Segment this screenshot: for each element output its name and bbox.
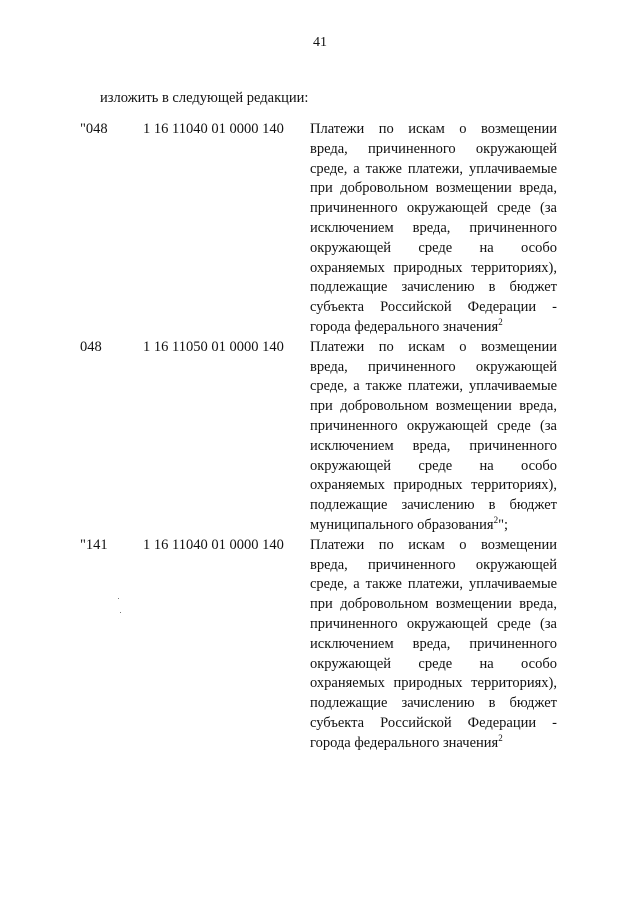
scan-speck	[120, 612, 121, 613]
budget-classification-code: 1 16 11040 01 0000 140	[143, 121, 284, 137]
description-line: при добровольном возмещении вреда,	[310, 180, 557, 197]
row-description	[310, 338, 557, 536]
row-description	[310, 536, 557, 754]
description-line: подлежащие зачислению в бюджет	[310, 497, 557, 514]
table-row	[0, 536, 640, 754]
table-row	[0, 120, 640, 338]
description-line: исключением вреда, причиненного	[310, 437, 557, 454]
description-line: субъекта Российской Федерации -	[310, 299, 557, 316]
page-number: 41	[313, 35, 327, 50]
description-line: окружающей среде на особо	[310, 457, 557, 474]
budget-classification-code: 1 16 11040 01 0000 140	[143, 536, 284, 553]
description-line: подлежащие зачислению в бюджет	[310, 279, 557, 296]
description-line: вреда, причиненного окружающей	[310, 556, 557, 573]
description-line: Платежи по искам о возмещении	[310, 338, 557, 355]
footnote-marker: 2	[498, 732, 503, 743]
intro-text: изложить в следующей редакции:	[100, 90, 309, 106]
closing-quote: ";	[498, 516, 509, 533]
footnote-marker: 2	[498, 316, 503, 327]
description-last-line	[310, 318, 557, 338]
table-row	[0, 338, 640, 536]
description-line: субъекта Российской Федерации -	[310, 714, 557, 731]
description-line: окружающей среде на особо	[310, 239, 557, 256]
description-line: города федерального значения	[310, 318, 499, 335]
description-line: охраняемых природных территориях),	[310, 675, 557, 692]
description-line: подлежащие зачислению в бюджет	[310, 695, 557, 712]
description-line: среде, а также платежи, уплачиваемые	[310, 576, 557, 593]
description-line: среде, а также платежи, уплачиваемые	[310, 160, 557, 177]
admin-code: "141	[80, 536, 108, 553]
description-line: причиненного окружающей среде (за	[310, 417, 557, 434]
description-line: вреда, причиненного окружающей	[310, 358, 557, 375]
description-line: охраняемых природных территориях),	[310, 477, 557, 494]
description-line: Платежи по искам о возмещении	[310, 536, 557, 553]
description-line: охраняемых природных территориях),	[310, 259, 557, 276]
admin-code: 048	[80, 338, 102, 355]
description-line: причиненного окружающей среде (за	[310, 200, 557, 217]
budget-classification-code: 1 16 11050 01 0000 140	[143, 338, 284, 355]
description-line: исключением вреда, причиненного	[310, 635, 557, 652]
description-line: при добровольном возмещении вреда,	[310, 398, 557, 415]
row-description	[310, 120, 557, 338]
description-line: причиненного окружающей среде (за	[310, 615, 557, 632]
footnote-marker: 2	[493, 514, 499, 525]
description-line: среде, а также платежи, уплачиваемые	[310, 378, 557, 395]
description-line: муниципального образования	[310, 516, 494, 533]
description-last-line	[310, 516, 557, 536]
description-line: вреда, причиненного окружающей	[310, 140, 557, 157]
admin-code: "048	[80, 121, 108, 137]
scan-speck	[118, 598, 119, 599]
budget-code-table	[0, 120, 640, 754]
description-line: при добровольном возмещении вреда,	[310, 596, 557, 613]
description-line: исключением вреда, причиненного	[310, 219, 557, 236]
description-line: Платежи по искам о возмещении	[310, 121, 557, 137]
description-last-line	[310, 734, 557, 754]
description-line: города федерального значения	[310, 734, 499, 751]
description-line: окружающей среде на особо	[310, 655, 557, 672]
